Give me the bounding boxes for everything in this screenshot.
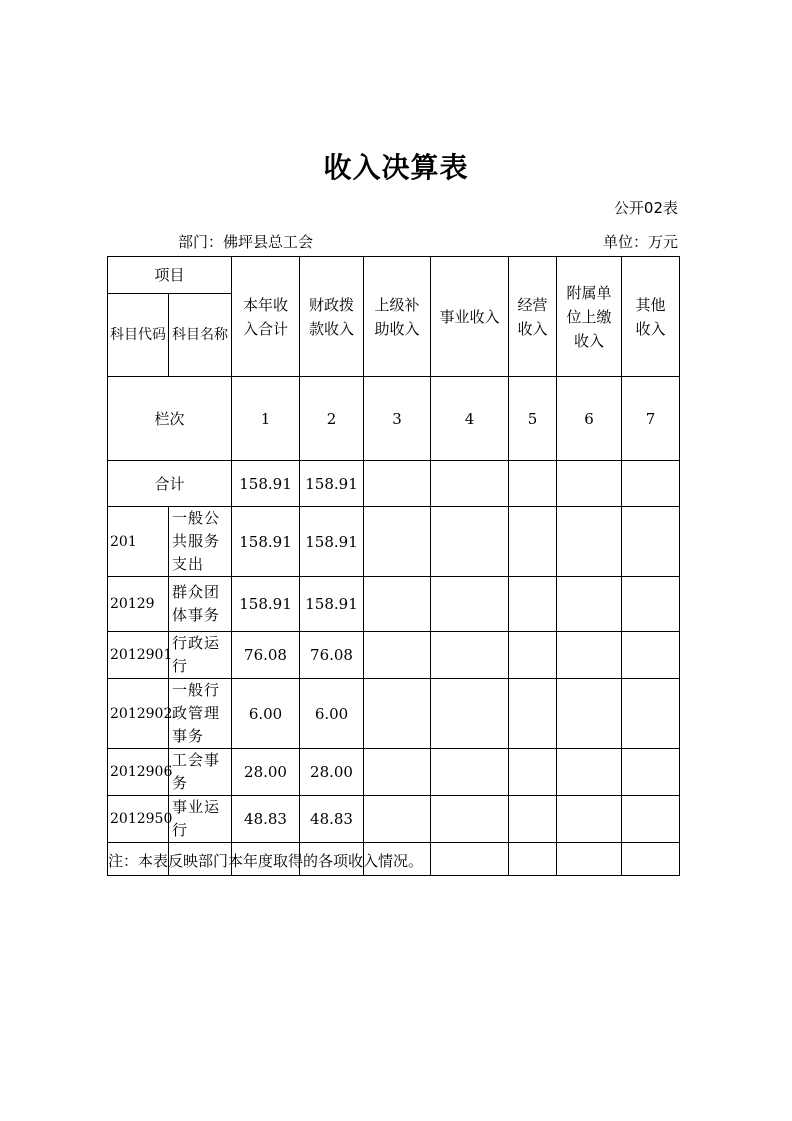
row-value: 6.00: [232, 679, 300, 749]
form-number: 公开02表: [613, 199, 678, 217]
row-value: [622, 577, 680, 632]
col-index-cell: 3: [364, 377, 431, 461]
table-row: [108, 632, 680, 679]
row-value: 158.91: [232, 507, 300, 577]
row-value: 48.83: [232, 796, 300, 843]
empty-cell: [431, 843, 509, 876]
row-name: 行政运行: [169, 632, 232, 679]
row-value: 76.08: [300, 632, 364, 679]
header-col-6: 附属单位上缴收入: [557, 257, 622, 377]
row-value: 6.00: [300, 679, 364, 749]
table-row: [108, 577, 680, 632]
header-col-2: 财政拨款收入: [300, 257, 364, 377]
empty-cell: [557, 843, 622, 876]
header-col-3: 上级补助收入: [364, 257, 431, 377]
row-value: 76.08: [232, 632, 300, 679]
row-value: 48.83: [300, 796, 364, 843]
empty-cell: [622, 843, 680, 876]
header-col-4: 事业收入: [431, 257, 509, 377]
table-row: [108, 507, 680, 577]
unit-label: 单位：万元: [602, 233, 678, 251]
row-value: [364, 749, 431, 796]
row-name: 群众团体事务: [169, 577, 232, 632]
row-value: 28.00: [300, 749, 364, 796]
row-value: [509, 749, 557, 796]
row-value: [364, 679, 431, 749]
row-value: [364, 577, 431, 632]
col-index-cell: 6: [557, 377, 622, 461]
table-row: [108, 749, 680, 796]
row-value: [431, 632, 509, 679]
total-row: [108, 461, 680, 507]
row-value: [509, 577, 557, 632]
row-code: 2012901: [108, 632, 169, 679]
total-cell: [364, 461, 431, 507]
department-label: 部门：佛坪县总工会: [178, 233, 314, 251]
row-value: [622, 796, 680, 843]
row-name: 一般公共服务支出: [169, 507, 232, 577]
row-value: [622, 632, 680, 679]
row-value: [431, 507, 509, 577]
col-index-cell: 7: [622, 377, 680, 461]
row-value: 158.91: [232, 577, 300, 632]
row-value: [557, 632, 622, 679]
row-name: 一般行政管理事务: [169, 679, 232, 749]
total-cell: [431, 461, 509, 507]
row-value: 28.00: [232, 749, 300, 796]
header-col-5: 经营收入: [509, 257, 557, 377]
row-value: [509, 632, 557, 679]
header-item: 项目: [108, 257, 232, 294]
row-value: [509, 507, 557, 577]
col-index-cell: 2: [300, 377, 364, 461]
header-col-7: 其他收入: [622, 257, 680, 377]
row-value: [557, 577, 622, 632]
header-code: 科目代码: [108, 294, 169, 377]
row-value: [431, 749, 509, 796]
col-index-cell: 1: [232, 377, 300, 461]
row-value: [431, 679, 509, 749]
table-row: [108, 796, 680, 843]
row-value: 158.91: [300, 507, 364, 577]
row-code: 2012902: [108, 679, 169, 749]
row-value: [364, 632, 431, 679]
page-title: 收入决算表: [323, 151, 469, 184]
row-value: [431, 577, 509, 632]
col-index-cell: 4: [431, 377, 509, 461]
row-value: [622, 679, 680, 749]
row-code: 2012906: [108, 749, 169, 796]
col-index-label: 栏次: [108, 377, 232, 461]
income-table: [107, 256, 680, 876]
row-value: [364, 507, 431, 577]
row-name: 事业运行: [169, 796, 232, 843]
row-value: [431, 796, 509, 843]
row-value: [364, 796, 431, 843]
row-name: 工会事务: [169, 749, 232, 796]
row-code: 201: [108, 507, 169, 577]
row-value: [557, 796, 622, 843]
total-cell: [622, 461, 680, 507]
total-cell: [509, 461, 557, 507]
total-cell: 158.91: [300, 461, 364, 507]
row-code: 2012950: [108, 796, 169, 843]
row-value: [509, 679, 557, 749]
row-value: [557, 679, 622, 749]
header-col-1: 本年收入合计: [232, 257, 300, 377]
row-value: [557, 749, 622, 796]
col-index-cell: 5: [509, 377, 557, 461]
row-value: [622, 749, 680, 796]
row-value: [622, 507, 680, 577]
row-value: 158.91: [300, 577, 364, 632]
total-cell: 158.91: [232, 461, 300, 507]
row-value: [509, 796, 557, 843]
row-value: [557, 507, 622, 577]
total-cell: [557, 461, 622, 507]
table-row: [108, 679, 680, 749]
row-code: 20129: [108, 577, 169, 632]
header-name: 科目名称: [169, 294, 232, 377]
total-label: 合计: [108, 461, 232, 507]
empty-cell: [509, 843, 557, 876]
footnote: 注：本表反映部门本年度取得的各项收入情况。: [108, 852, 424, 870]
